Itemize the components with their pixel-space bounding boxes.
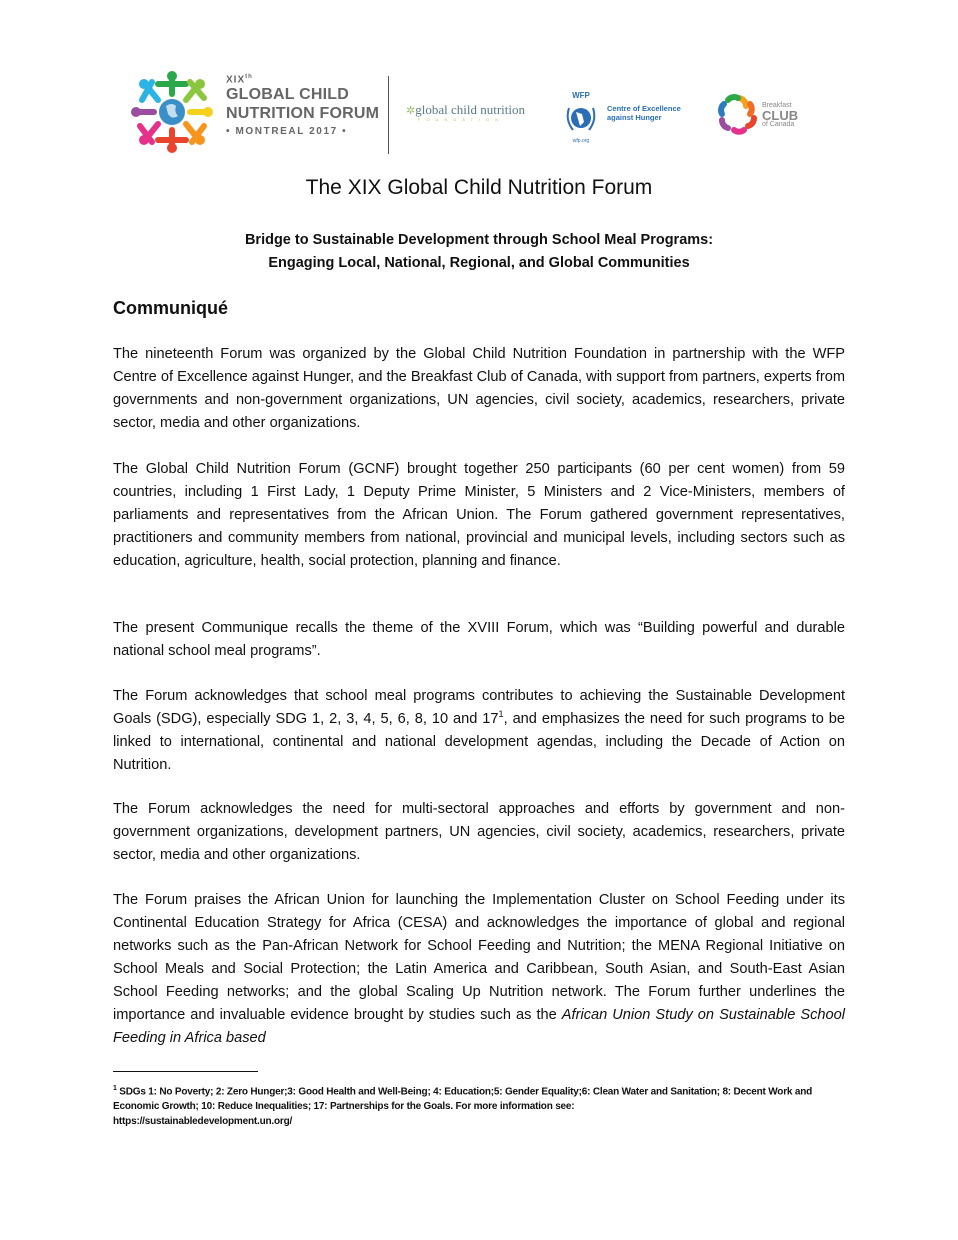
bcc-line3: of Canada	[762, 121, 795, 128]
forum-name-line1: GLOBAL CHILD	[226, 86, 349, 104]
svg-text:WFP: WFP	[572, 91, 590, 100]
subtitle-line2: Engaging Local, National, Regional, and Global Communities	[268, 255, 690, 271]
document-title: The XIX Global Child Nutrition Forum	[305, 176, 653, 199]
footnote-reference[interactable]: 1	[498, 709, 504, 720]
wfp-emblem-icon	[562, 90, 600, 144]
paragraph-text: The Forum praises the African Union for launching the Implementation Cluster on School Feeding under its Continental Education Strategy for Africa (CESA) and acknowledges the importance of global and regional networks such as the Pan-African Network for School Feeding and Nutrition; the MENA Regional Initiative on School Meals and Social Protection; the Latin America and Caribbean, South Asian, and South-East Asian School Feeding networks; and the global Scaling Up Nutrition network. The Forum further underlines the importance and invaluable evidence brought by studies such as the	[113, 892, 845, 1023]
svg-text:wfp.org: wfp.org	[572, 138, 590, 144]
wfp-text-line2: against Hunger	[607, 113, 662, 122]
study-title-italic: African Union Study on Sustainable School Feeding in Africa based	[113, 1007, 846, 1046]
paragraph	[113, 685, 845, 777]
breakfast-club-pinwheel-icon	[716, 92, 760, 136]
paragraph: The Global Child Nutrition Forum (GCNF) brought together 250 participants (60 per cent women) from 59 countries, including 1 First Lady, 1 Deputy Prime Minister, 5 Ministers and 2 Vice-Ministers, members of parliaments and representatives from the African Union. The Forum gathered government representatives, practitioners and community members from national, provincial and municipal levels, including sectors such as education, agriculture, health, social protection, planning and finance.	[113, 461, 845, 569]
footnote-link[interactable]: https://sustainabledevelopment.un.org/	[113, 1116, 293, 1128]
logo-divider	[388, 76, 389, 154]
gcnf-foundation-logo	[406, 102, 525, 122]
paragraph: The present Communique recalls the theme of the XVIII Forum, which was “Building powerful and durable national school meal programs”.	[113, 620, 845, 659]
footnote-text: SDGs 1: No Poverty; 2: Zero Hunger;3: Good Health and Well-Being; 4: Education;5: Gender Equality;6: Clean Water and Sanitation; 8: Decent Work and Economic Growth; 10: Reduce Inequalities; 17: Partnerships for the Goals. For more information see:	[113, 1086, 813, 1113]
footnote-marker: 1	[113, 1085, 117, 1092]
breakfast-club-text	[762, 102, 798, 129]
foundation-name: global child nutrition	[415, 102, 525, 117]
section-heading: Communiqué	[113, 298, 228, 318]
wfp-centre-text	[607, 104, 681, 122]
bcc-line2: CLUB	[762, 108, 799, 123]
sparkle-icon: ✲	[406, 105, 416, 117]
gcnf-wordmark	[226, 74, 379, 137]
wfp-centre-logo	[562, 90, 702, 150]
paragraph-text: The Forum acknowledges that school meal programs contributes to achieving the Sustainable Development Goals (SDG), especially SDG 1, 2, 3, 4, 5, 6, 8, 10 and 17	[113, 688, 845, 727]
paragraph: The nineteenth Forum was organized by the Global Child Nutrition Foundation in partnership with the WFP Centre of Excellence against Hunger, and the Breakfast Club of Canada, with support from partners, experts from governments and non-government organizations, UN agencies, civil society, academics, researchers, private sector, media and other organizations.	[113, 346, 845, 431]
foundation-subname: FOUNDATION	[418, 117, 505, 122]
subtitle-line1: Bridge to Sustainable Development through School Meal Programs:	[244, 232, 714, 248]
bcc-line1: Breakfast	[762, 102, 792, 109]
wfp-text-line1: Centre of Excellence	[607, 104, 681, 113]
paragraph	[113, 889, 845, 1050]
footnote-separator	[113, 1071, 258, 1072]
paragraph: The Forum acknowledges the need for multi-sectoral approaches and efforts by government and non-government organizations, development partners, UN agencies, civil society, academics, researchers, private sector, media and other organizations.	[113, 801, 845, 863]
forum-city-year: • MONTREAL 2017 •	[226, 126, 348, 138]
document-subtitle	[0, 229, 958, 275]
edition-label: XIXth	[226, 74, 253, 86]
forum-name-line2: NUTRITION FORUM	[226, 105, 380, 123]
breakfast-club-logo	[716, 92, 816, 142]
footnote	[113, 1081, 848, 1129]
paragraph-text: , and emphasizes the need for such programs to be linked to international, continental and national development agendas, including the Decade of Action on Nutrition.	[113, 711, 846, 773]
partner-logos-header	[130, 68, 820, 160]
gcnf-children-circle-logo-icon	[130, 70, 214, 154]
